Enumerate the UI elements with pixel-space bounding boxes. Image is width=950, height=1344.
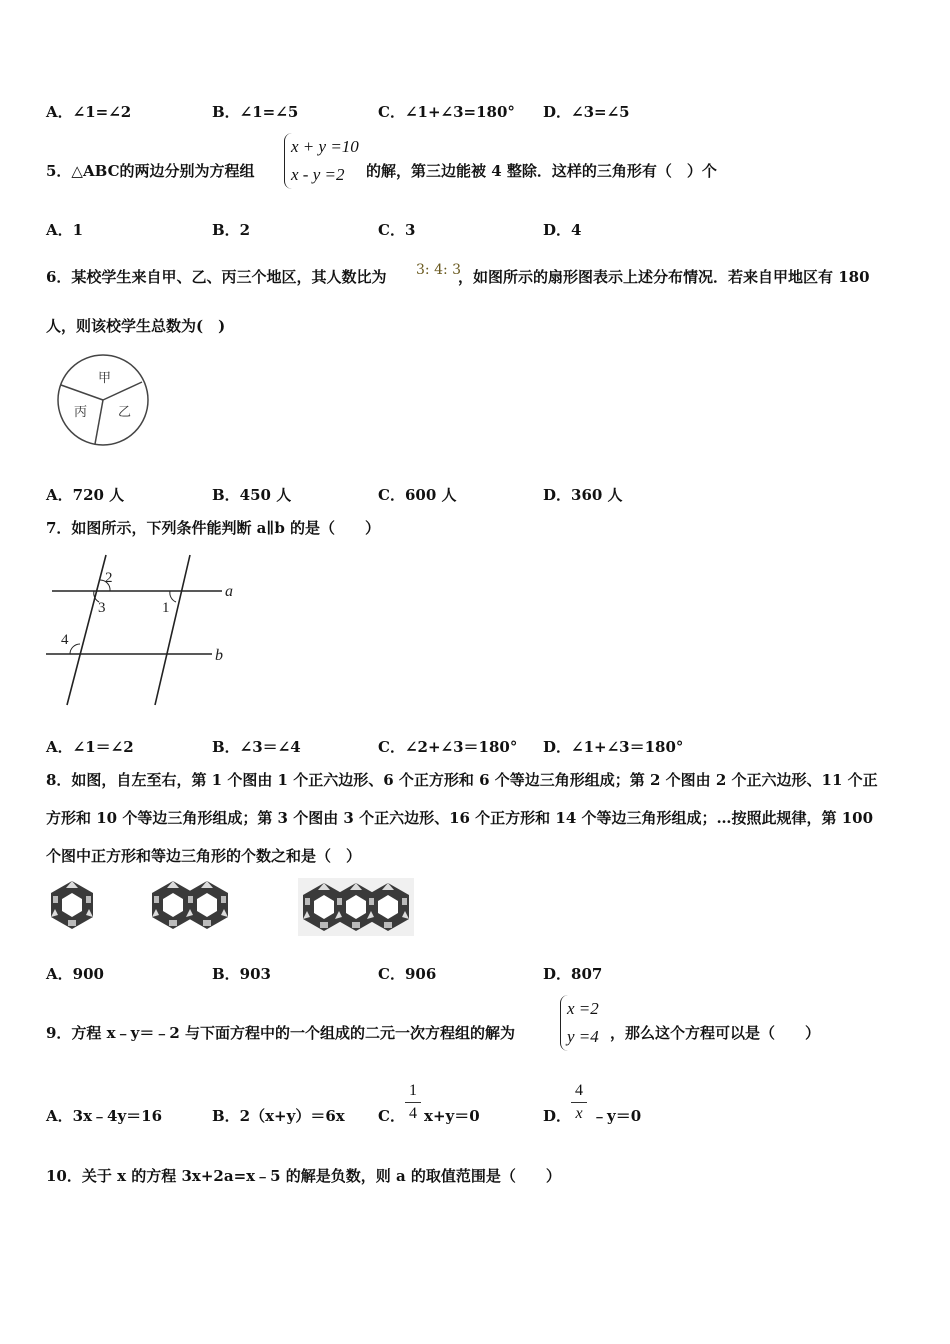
q9-option-c-rest: x+y＝0 <box>424 1107 480 1125</box>
q5-option-d: D．4 <box>543 221 582 239</box>
q9-solution-system <box>560 995 599 1051</box>
q4-option-c: C．∠1+∠3=180° <box>378 103 515 121</box>
q9-text-before: 9．方程 x﹣y＝﹣2 与下面方程中的一个组成的二元一次方程组的解为 <box>46 1024 515 1042</box>
q8-option-c: C．906 <box>378 965 437 983</box>
q6-option-c: C．600 人 <box>378 486 457 504</box>
q9-option-d-label: D． <box>543 1107 572 1125</box>
q5-option-b: B．2 <box>212 221 251 239</box>
fig-label-b: b <box>215 647 223 664</box>
q9-option-c-numerator: 1 <box>409 1082 417 1099</box>
q9-option-d-rest: ﹣y＝0 <box>592 1107 642 1125</box>
q8-text-line1: 8．如图，自左至右，第 1 个图由 1 个正六边形、6 个正方形和 6 个等边三角形组成；第 2 个图由 2 个正六边形、11 个正 <box>46 771 878 789</box>
q9-option-d-numerator: 4 <box>575 1082 583 1099</box>
q5-equation-system <box>284 133 359 189</box>
q6-option-a: A．720 人 <box>46 486 125 504</box>
q4-option-a: A．∠1=∠2 <box>46 103 132 121</box>
q6-option-d: D．360 人 <box>543 486 623 504</box>
fig-label-2: 2 <box>105 570 113 586</box>
q4-option-d: D．∠3=∠5 <box>543 103 630 121</box>
q9-option-d-denominator: x <box>575 1105 583 1122</box>
q9-eq2: y =4 <box>567 1027 599 1046</box>
q8-option-d: D．807 <box>543 965 603 983</box>
fig-label-4: 4 <box>61 632 69 648</box>
q8-text-line3: 个图中正方形和等边三角形的个数之和是（ ） <box>46 847 362 865</box>
q6-text-after: ，如图所示的扇形图表示上述分布情况．若来自甲地区有 180 <box>458 268 870 286</box>
fig-label-3: 3 <box>98 600 106 616</box>
q6-option-b: B．450 人 <box>212 486 292 504</box>
q6-pie-chart <box>52 352 156 448</box>
q8-figure-2 <box>152 881 228 929</box>
q5-text-before: 5．△ABC的两边分别为方程组 <box>46 162 255 180</box>
q5-option-c: C．3 <box>378 221 416 239</box>
q7-option-c: C．∠2+∠3＝180° <box>378 738 518 756</box>
q9-option-c-denominator: 4 <box>409 1105 417 1122</box>
q8-option-b: B．903 <box>212 965 271 983</box>
q8-text-line2: 方形和 10 个等边三角形组成；第 3 个图由 3 个正六边形、16 个正方形和 14 个等边三角形组成；…按照此规律，第 100 <box>46 809 874 827</box>
fig-label-1: 1 <box>162 600 170 616</box>
q7-parallel-lines-figure <box>42 550 242 710</box>
q6-ratio: 3: 4: 3 <box>416 262 462 278</box>
pie-label-bing: 丙 <box>74 404 88 419</box>
q8-figure-1 <box>51 881 93 929</box>
q4-option-b: B．∠1=∠5 <box>212 103 299 121</box>
q9-text-after: ，那么这个方程可以是（ ） <box>610 1024 821 1042</box>
q8-option-a: A．900 <box>46 965 104 983</box>
q9-option-a: A．3x﹣4y＝16 <box>46 1107 163 1125</box>
q9-option-c-fraction <box>405 1082 421 1123</box>
q9-option-d-fraction <box>571 1082 587 1123</box>
q7-text: 7．如图所示，下列条件能判断 a∥b 的是（ ） <box>46 519 381 537</box>
q7-option-a: A．∠1＝∠2 <box>46 738 134 756</box>
q5-eq2: x - y =2 <box>291 165 345 184</box>
q9-eq1: x =2 <box>567 999 599 1018</box>
q5-option-a: A．1 <box>46 221 84 239</box>
q6-text-before: 6．某校学生来自甲、乙、丙三个地区，其人数比为 <box>46 268 387 286</box>
q7-option-b: B．∠3＝∠4 <box>212 738 301 756</box>
q9-option-c-label: C． <box>378 1107 405 1125</box>
q5-text-after: 的解，第三边能被 4 整除．这样的三角形有（ ）个 <box>366 162 717 180</box>
q8-hexagon-pattern-figures <box>44 874 416 938</box>
fig-label-a: a <box>225 583 233 600</box>
q8-figure-3 <box>298 878 414 936</box>
q9-option-b: B．2（x+y）＝6x <box>212 1107 345 1125</box>
pie-label-jia: 甲 <box>98 370 112 385</box>
q7-option-d: D．∠1+∠3＝180° <box>543 738 684 756</box>
pie-label-yi: 乙 <box>118 404 132 419</box>
q10-text: 10．关于 x 的方程 3x+2a=x﹣5 的解是负数，则 a 的取值范围是（ ） <box>46 1167 561 1185</box>
q6-text-line2: 人，则该校学生总数为( ) <box>46 317 226 335</box>
q5-eq1: x + y =10 <box>291 137 359 156</box>
